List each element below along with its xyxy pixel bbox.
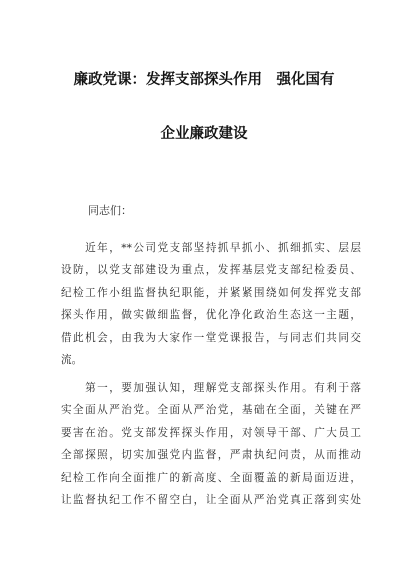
paragraph-line: 设防，以党支部建设为重点，发挥基层党支部纪检委员、 xyxy=(61,264,361,277)
paragraph-line: 近年，**公司党支部坚持抓早抓小、抓细抓实、层层 xyxy=(61,242,361,254)
paragraph-line: 纪检工作小组监督执纪职能，并紧紧围绕如何发挥党支部 xyxy=(61,286,361,299)
paragraph-line: 第一，要加强认知，理解党支部探头作用。有利于落 xyxy=(61,382,361,394)
paragraph-line: 流。 xyxy=(61,353,83,366)
paragraph-1 xyxy=(61,237,361,371)
document-title-line-1: 廉政党课：发挥支部探头作用 强化国有 xyxy=(73,72,335,88)
paragraph-2 xyxy=(61,377,361,511)
paragraph-line: 实全面从严治党。全面从严治党，基础在全面，关键在严 xyxy=(61,404,361,417)
paragraph-line: 全部探照，切实加强党内监督，严肃执纪问责，从而推动 xyxy=(61,449,361,462)
document-title-line-2: 企业廉政建设 xyxy=(160,126,248,142)
paragraph-line: 纪检工作向全面推广的新高度、全面覆盖的新局面迈进， xyxy=(61,471,361,484)
paragraph-line: 借此机会，由我为大家作一堂党课报告，与同志们共同交 xyxy=(61,331,361,344)
paragraph-line: 要害在治。党支部发挥探头作用，对领导干部、广大员工 xyxy=(61,426,361,439)
salutation: 同志们： xyxy=(88,204,132,217)
paragraph-line: 探头作用，做实做细监督，优化净化政治生态这一主题， xyxy=(61,309,361,322)
paragraph-line: 让监督执纪工作不留空白，让全面从严治党真正落到实处 xyxy=(61,493,361,506)
